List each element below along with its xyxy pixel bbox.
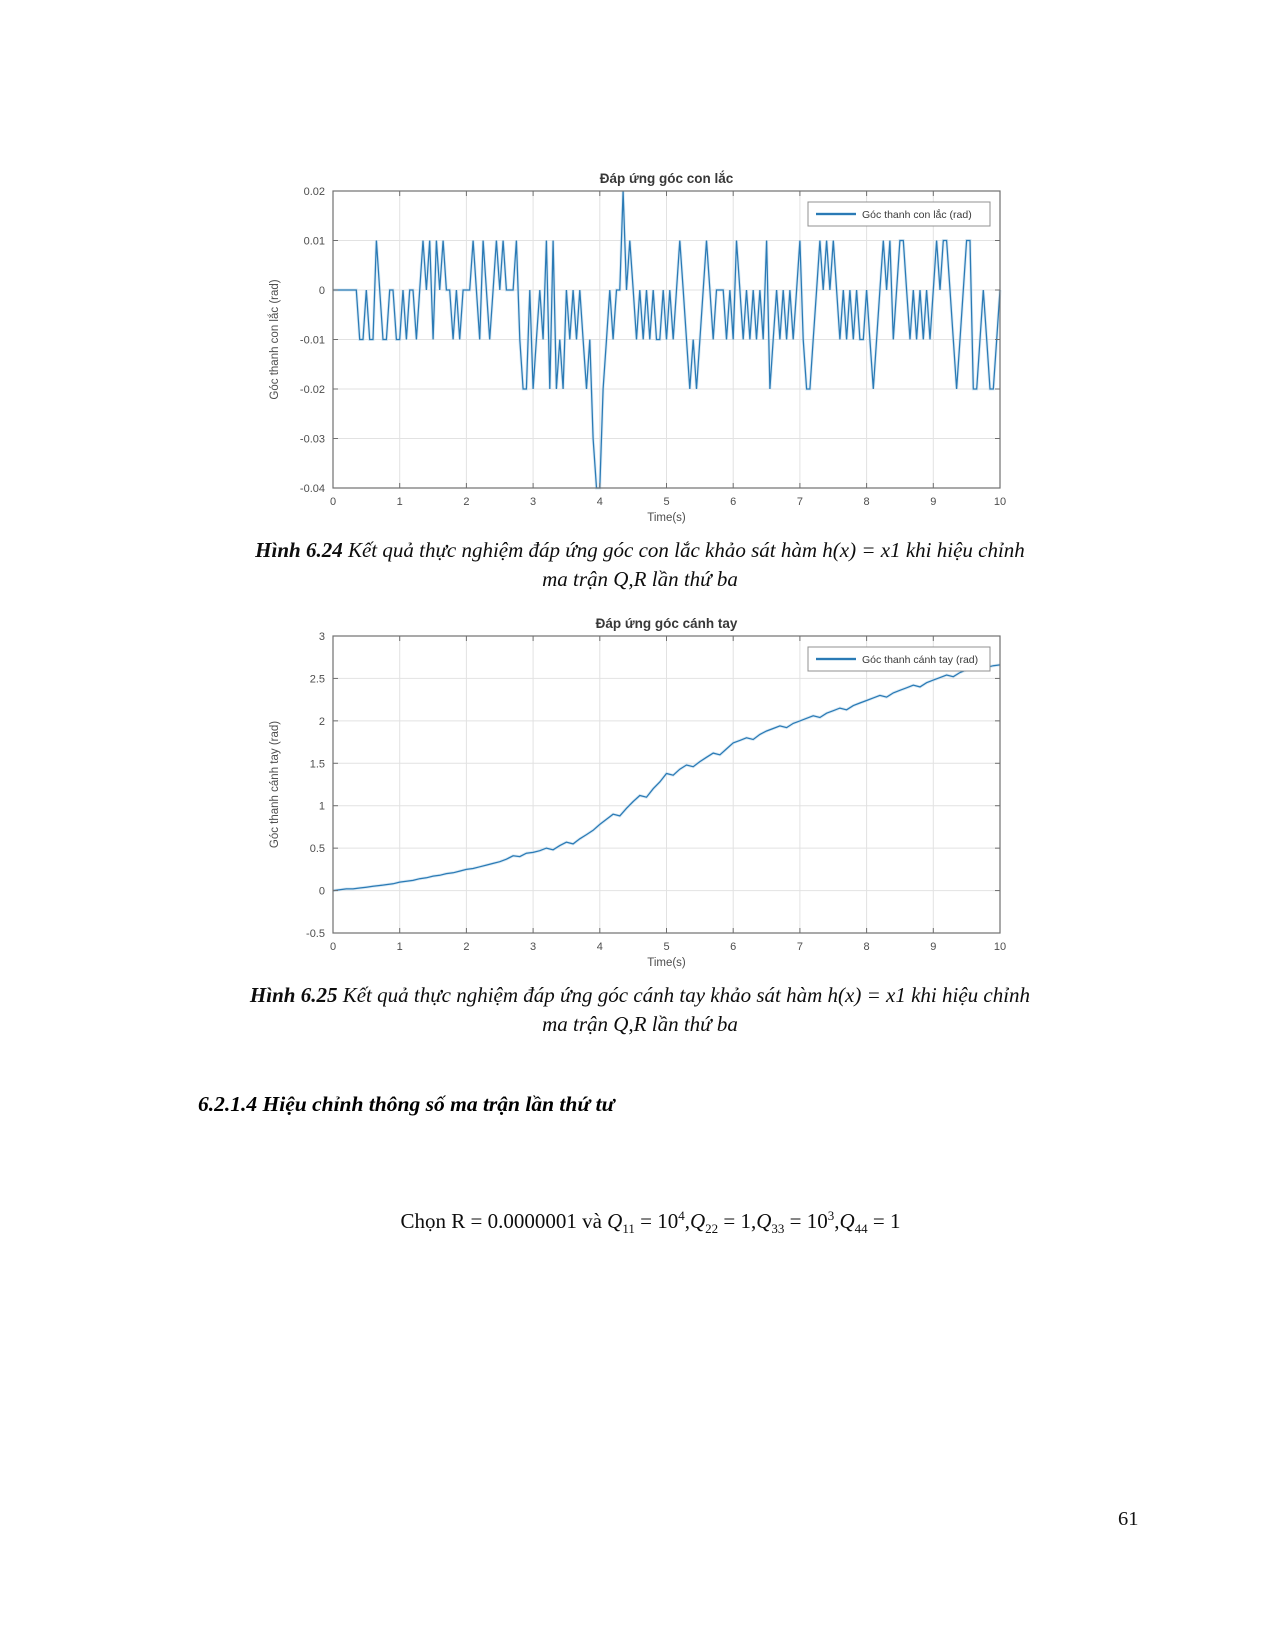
svg-text:3: 3 <box>530 941 537 953</box>
svg-text:-0.5: -0.5 <box>306 928 325 940</box>
svg-text:6: 6 <box>730 496 737 508</box>
formula-term-q22: $Q_{22} = 1$, <box>689 1209 757 1237</box>
svg-text:1: 1 <box>396 496 403 508</box>
figure-caption-label: Hình 6.25 <box>249 983 338 1007</box>
svg-text:0: 0 <box>318 285 325 297</box>
svg-text:1: 1 <box>318 800 325 813</box>
svg-text:8: 8 <box>863 496 870 508</box>
svg-text:10: 10 <box>993 941 1007 953</box>
svg-text:0: 0 <box>329 941 337 953</box>
figure-caption-6-24 <box>140 536 1140 594</box>
svg-text:Góc thanh cánh tay (rad): Góc thanh cánh tay (rad) <box>862 654 979 666</box>
svg-text:5: 5 <box>663 496 670 508</box>
svg-text:7: 7 <box>796 496 803 508</box>
figure-caption-line2: ma trận Q,R lần thứ ba <box>542 567 738 591</box>
section-heading: 6.2.1.4 Hiệu chỉnh thông số ma trận lần thứ tư <box>198 1092 615 1116</box>
svg-text:2: 2 <box>318 715 325 728</box>
formula-term-q44: $Q_{44} = 1$ <box>839 1209 901 1237</box>
svg-text:-0.04: -0.04 <box>299 483 325 495</box>
figure-caption-label: Hình 6.24 <box>255 538 343 562</box>
svg-text:8: 8 <box>863 941 870 953</box>
svg-text:9: 9 <box>930 941 937 953</box>
svg-text:Đáp ứng góc con lắc: Đáp ứng góc con lắc <box>599 171 734 186</box>
svg-text:1: 1 <box>396 941 403 953</box>
svg-text:3: 3 <box>318 631 325 643</box>
svg-text:9: 9 <box>930 496 937 508</box>
svg-text:1.5: 1.5 <box>309 758 325 771</box>
pendulum-angle-chart <box>260 168 1015 530</box>
svg-text:-0.01: -0.01 <box>299 334 325 347</box>
svg-text:Time(s): Time(s) <box>647 512 686 524</box>
formula-prefix: Chọn R = 0.0000001 và <box>400 1209 602 1233</box>
chart-svg <box>260 168 1015 530</box>
arm-angle-chart <box>260 613 1015 975</box>
svg-text:0.5: 0.5 <box>309 843 325 856</box>
svg-text:0: 0 <box>318 885 325 898</box>
svg-text:2: 2 <box>463 496 470 508</box>
figure-caption-text: Kết quả thực nghiệm đáp ứng góc cánh tay khảo sát hàm h(x) = x1 khi hiệu chỉnh <box>337 983 1031 1007</box>
svg-text:5: 5 <box>663 941 670 953</box>
svg-text:Đáp ứng góc cánh tay: Đáp ứng góc cánh tay <box>595 616 738 631</box>
chart-svg <box>260 613 1015 975</box>
svg-text:4: 4 <box>596 496 603 508</box>
svg-text:2.5: 2.5 <box>309 673 325 686</box>
svg-text:0.02: 0.02 <box>303 186 325 198</box>
figure-caption-line2: ma trận Q,R lần thứ ba <box>542 1012 738 1036</box>
svg-text:-0.02: -0.02 <box>299 384 325 396</box>
figure-caption-6-25 <box>140 981 1140 1039</box>
svg-text:2: 2 <box>463 941 470 953</box>
svg-text:10: 10 <box>993 496 1007 508</box>
figure-caption-text: Kết quả thực nghiệm đáp ứng góc con lắc khảo sát hàm h(x) = x1 khi hiệu chỉnh <box>342 538 1025 562</box>
matrix-selection-formula <box>0 1208 1275 1237</box>
svg-text:0.01: 0.01 <box>303 235 325 248</box>
svg-text:6: 6 <box>730 941 737 953</box>
svg-text:3: 3 <box>530 496 537 508</box>
svg-text:Góc thanh con lắc (rad): Góc thanh con lắc (rad) <box>862 209 972 221</box>
formula-term-q11: $Q_{11} = 10^4$, <box>607 1208 690 1237</box>
svg-text:Góc thanh con lắc (rad): Góc thanh con lắc (rad) <box>269 279 281 400</box>
svg-text:7: 7 <box>796 941 803 953</box>
svg-text:Góc thanh cánh tay (rad): Góc thanh cánh tay (rad) <box>269 720 281 849</box>
formula-term-q33: $Q_{33} = 10^3$, <box>756 1208 840 1237</box>
svg-text:-0.03: -0.03 <box>299 433 325 446</box>
svg-text:Time(s): Time(s) <box>647 957 686 969</box>
page-number: 61 <box>1118 1508 1139 1530</box>
svg-text:4: 4 <box>596 941 603 953</box>
svg-text:0: 0 <box>329 496 337 508</box>
